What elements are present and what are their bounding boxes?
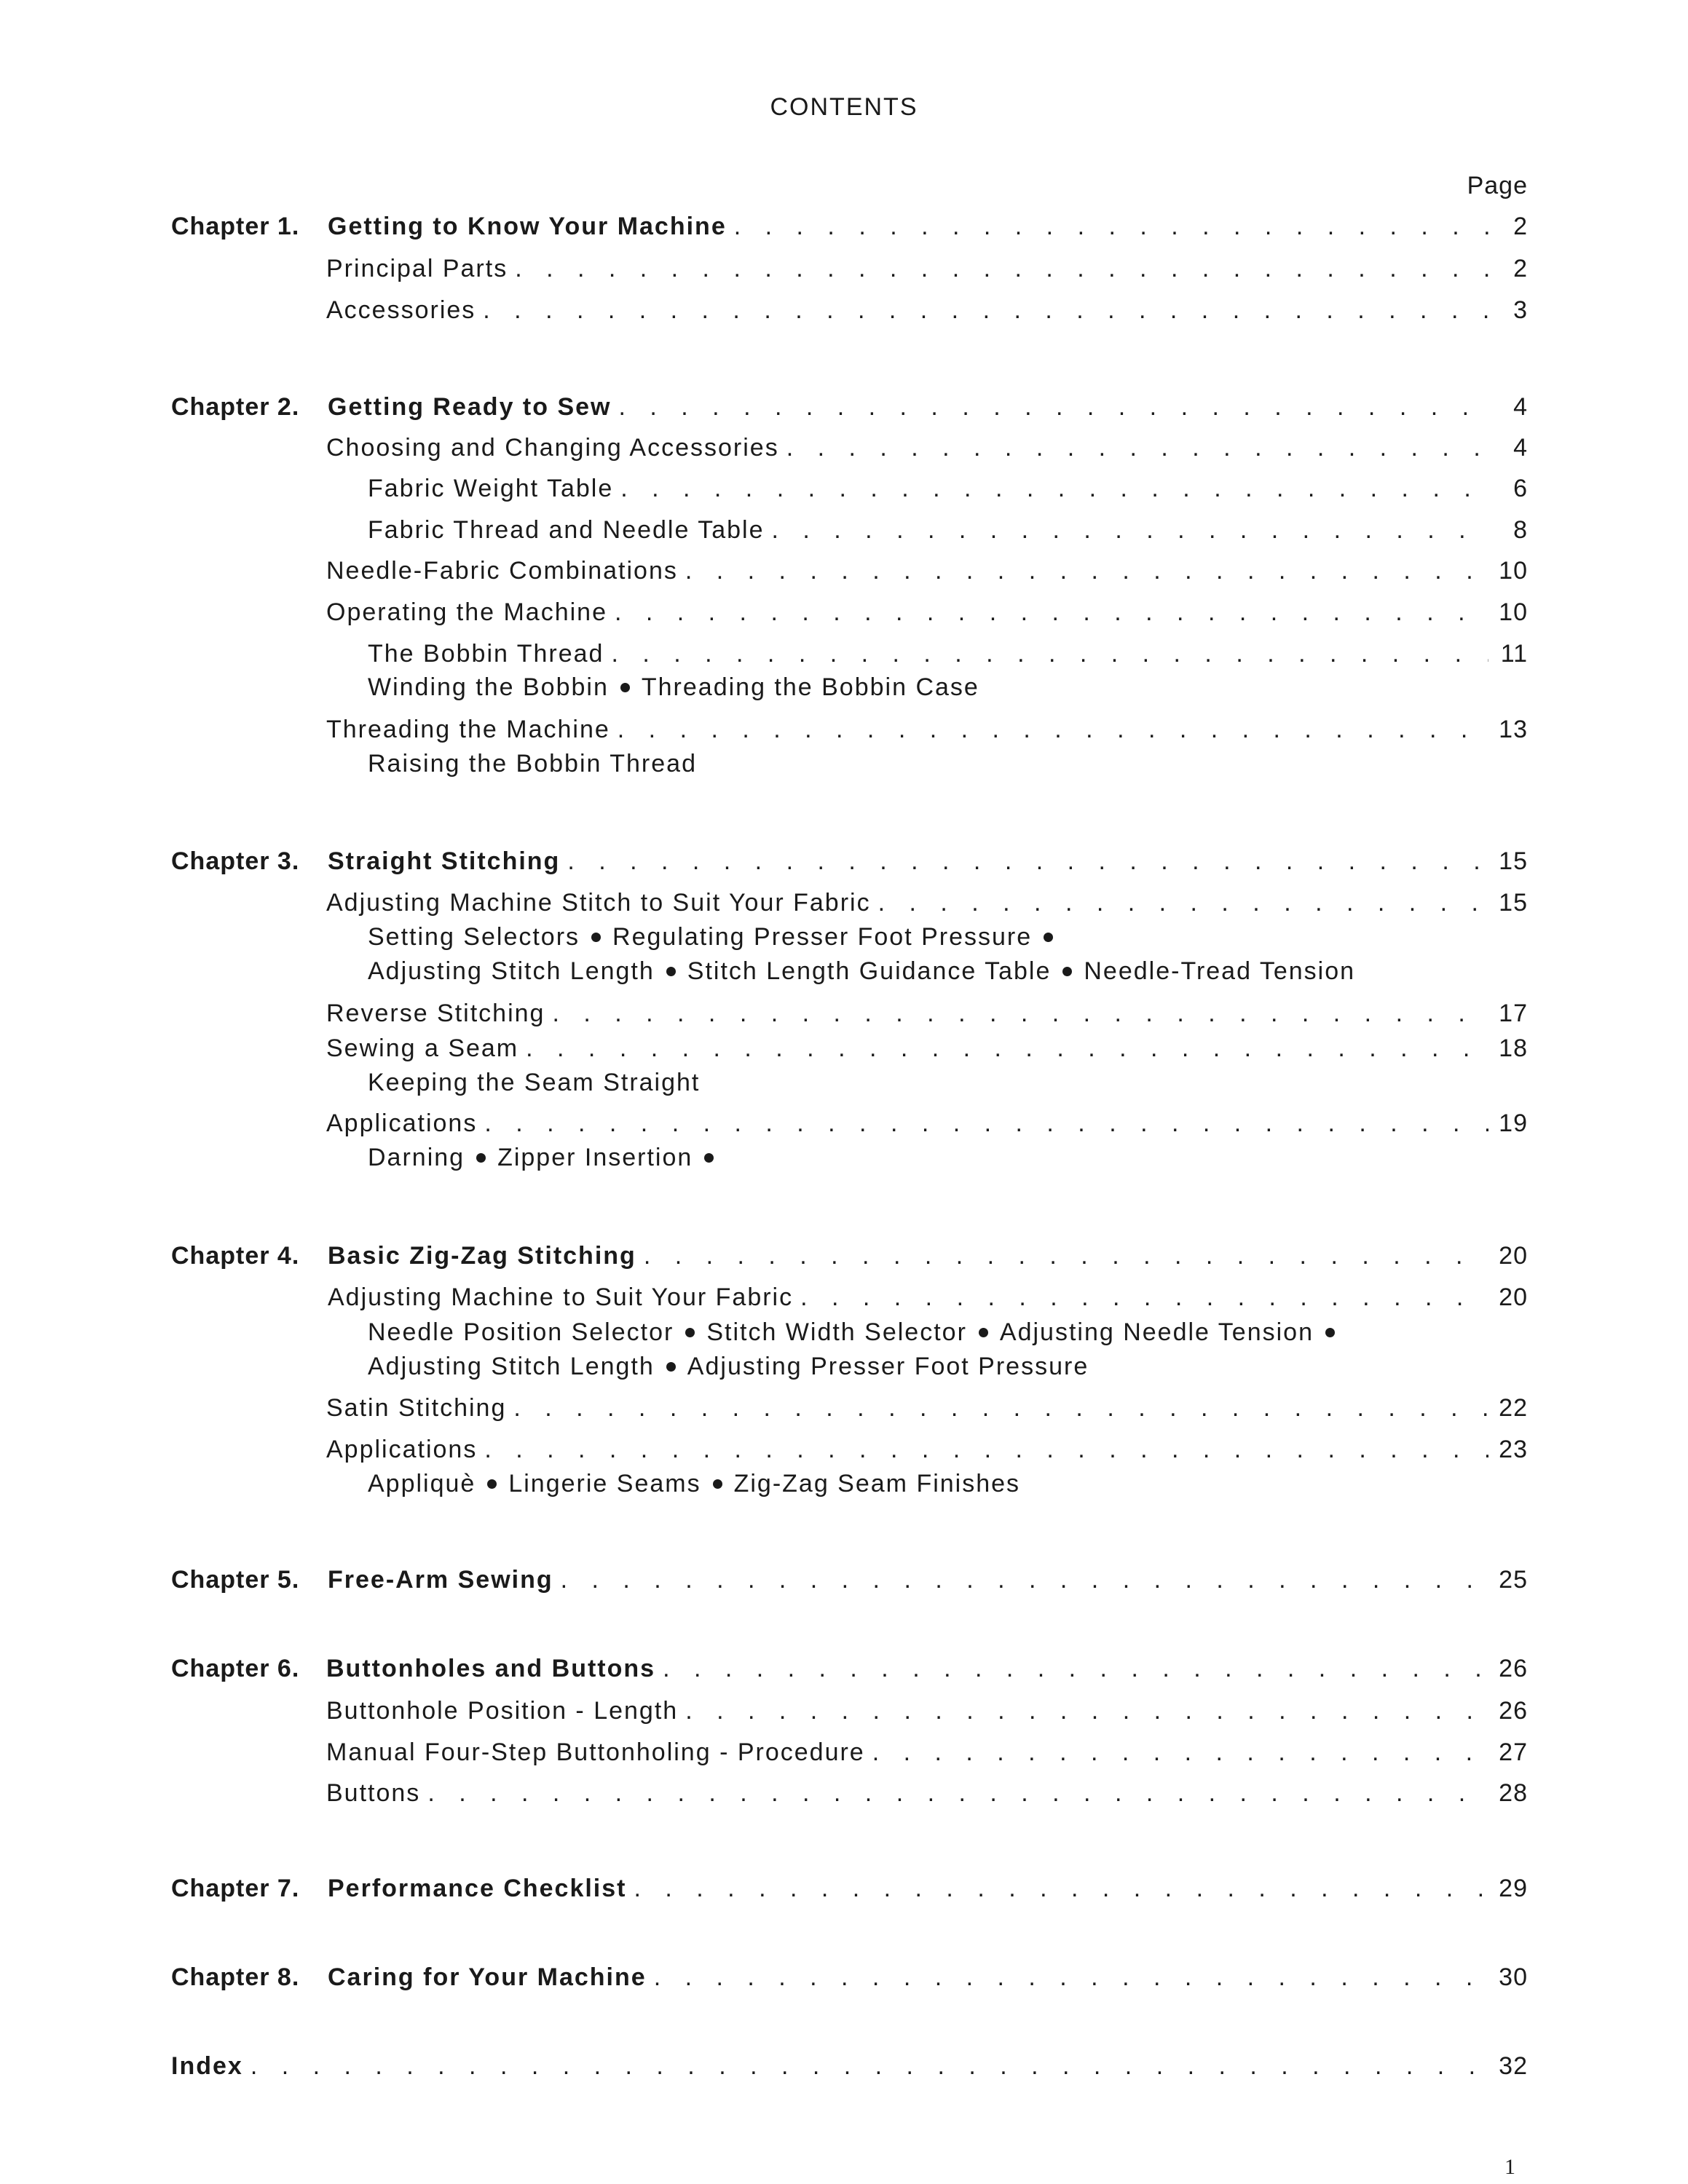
page-number: 26: [1499, 1655, 1528, 1682]
toc-entry: [328, 1961, 1528, 1993]
topic-line: [368, 1350, 1089, 1382]
page-number: 3: [1513, 296, 1528, 324]
toc-entry: [326, 1433, 1528, 1465]
dot-leader: [483, 294, 1488, 326]
chapter-row: [0, 210, 1688, 242]
chapter-label: Chapter 6.: [171, 1655, 300, 1682]
section-row: [0, 1107, 1688, 1139]
toc-entry: [326, 1736, 1528, 1768]
page-number: 2: [1513, 213, 1528, 240]
section-title: Fabric Thread and Needle Table: [368, 516, 765, 544]
topic: Keeping the Seam Straight: [368, 1069, 701, 1096]
section-row: [0, 472, 1688, 505]
chapter-row: [0, 391, 1688, 423]
toc-entry: [326, 1392, 1528, 1424]
toc-entry: [326, 1653, 1528, 1685]
section-row: [0, 253, 1688, 285]
page-number: 15: [1499, 847, 1528, 875]
dot-leader: [484, 1107, 1488, 1139]
dot-leader: [872, 1736, 1488, 1768]
chapter-label: Chapter 1.: [171, 213, 300, 240]
toc-entry: [328, 391, 1528, 423]
topic: Regulating Presser Foot Pressure: [612, 923, 1033, 951]
section-title: Choosing and Changing Accessories: [326, 434, 779, 462]
dot-leader: [634, 1872, 1489, 1904]
toc-entry: [326, 596, 1528, 628]
toc-entry: [328, 845, 1528, 877]
topic: Stitch Width Selector: [706, 1318, 967, 1346]
toc-entry: [326, 1032, 1528, 1064]
chapter-title: Caring for Your Machine: [328, 1963, 647, 1991]
dot-leader: [515, 253, 1488, 285]
topic-line: [368, 1316, 1346, 1348]
chapter-label: Chapter 3.: [171, 847, 300, 875]
folio-page-number: 1: [1504, 2155, 1515, 2179]
page-number: 26: [1499, 1697, 1528, 1725]
dot-leader: [618, 713, 1488, 745]
chapter-title: Getting to Know Your Machine: [328, 213, 727, 240]
page-number: 22: [1499, 1394, 1528, 1422]
page-number: 18: [1499, 1034, 1528, 1062]
toc-entry: [326, 555, 1528, 587]
toc-entry: [326, 253, 1528, 285]
page-number: 13: [1499, 716, 1528, 743]
dot-leader: [615, 596, 1488, 628]
page-number: 27: [1499, 1738, 1528, 1766]
topic: Needle Position Selector: [368, 1318, 674, 1346]
section-row: [0, 887, 1688, 919]
page-column-label: Page: [1467, 172, 1528, 199]
toc-entry: [328, 1281, 1528, 1313]
toc-entry: [328, 1872, 1528, 1904]
section-row: [0, 1777, 1688, 1809]
bullet-icon: [666, 1362, 676, 1372]
section-row: [0, 1695, 1688, 1727]
dot-leader: [513, 1392, 1488, 1424]
section-title: Satin Stitching: [326, 1394, 507, 1422]
toc-entry: [326, 1777, 1528, 1809]
topic: Zipper Insertion: [497, 1144, 693, 1171]
section-row: [0, 1392, 1688, 1424]
dot-leader: [251, 2050, 1488, 2082]
bullet-icon: [979, 1328, 988, 1337]
page-number: 20: [1499, 1242, 1528, 1270]
section-row: [0, 294, 1688, 326]
topic-line: [368, 955, 1355, 987]
dot-leader: [484, 1433, 1488, 1465]
section-title: Buttonhole Position - Length: [326, 1697, 679, 1725]
topic: Adjusting Stitch Length: [368, 1353, 655, 1380]
toc-entry: [326, 1695, 1528, 1727]
bullet-icon: [704, 1153, 714, 1163]
chapter-title: Buttonholes and Buttons: [326, 1655, 656, 1682]
dot-leader: [561, 1564, 1488, 1596]
topic-line: [368, 671, 979, 703]
page-number: 8: [1513, 516, 1528, 544]
section-title: Needle-Fabric Combinations: [326, 557, 678, 585]
toc-entry: [326, 713, 1528, 745]
topic: Stitch Length Guidance Table: [687, 957, 1052, 985]
dot-leader: [663, 1653, 1488, 1685]
topic: Zig-Zag Seam Finishes: [733, 1470, 1021, 1497]
chapter-label: Chapter 5.: [171, 1566, 300, 1594]
chapter-title: Getting Ready to Sew: [328, 393, 612, 421]
topic: Adjusting Needle Tension: [999, 1318, 1314, 1346]
bullet-icon: [487, 1479, 497, 1489]
chapter-row: [0, 1872, 1688, 1904]
section-title: Threading the Machine: [326, 716, 610, 743]
page-number: 4: [1513, 434, 1528, 462]
section-row: [0, 1032, 1688, 1064]
section-title: Sewing a Seam: [326, 1034, 519, 1062]
section-row: [0, 997, 1688, 1029]
dot-leader: [685, 555, 1488, 587]
page-number: 32: [1499, 2052, 1528, 2080]
topic: Setting Selectors: [368, 923, 580, 951]
dot-leader: [772, 514, 1489, 546]
dot-leader: [611, 638, 1488, 670]
chapter-title: Basic Zig-Zag Stitching: [328, 1242, 636, 1270]
section-title: Fabric Weight Table: [368, 475, 614, 502]
chapter-title: Straight Stitching: [328, 847, 561, 875]
toc-entry: [368, 472, 1528, 505]
chapter-label: Chapter 8.: [171, 1963, 300, 1991]
chapter-row: [0, 1961, 1688, 1993]
topic: Lingerie Seams: [508, 1470, 701, 1497]
toc-entry: [326, 887, 1528, 919]
toc-entry: [326, 294, 1528, 326]
page-number: 11: [1500, 640, 1528, 668]
toc-entry: [326, 432, 1528, 464]
chapter-title: Free-Arm Sewing: [328, 1566, 553, 1594]
topic: Appliquè: [368, 1470, 476, 1497]
bullet-icon: [1325, 1328, 1335, 1337]
bullet-icon: [713, 1479, 722, 1489]
dot-leader: [800, 1281, 1488, 1313]
toc-entry: [326, 997, 1528, 1029]
section-title: Applications: [326, 1436, 478, 1463]
toc-entry: [171, 2050, 1528, 2082]
section-title: The Bobbin Thread: [368, 640, 604, 668]
dot-leader: [878, 887, 1488, 919]
page-number: 28: [1499, 1779, 1528, 1807]
page-number: 23: [1499, 1436, 1528, 1463]
section-title: Accessories: [326, 296, 476, 324]
dot-leader: [552, 997, 1488, 1029]
section-title: Operating the Machine: [326, 598, 607, 626]
section-title: Adjusting Machine Stitch to Suit Your Fabric: [326, 889, 871, 917]
chapter-label: Chapter 2.: [171, 393, 300, 421]
topic-line: [368, 1142, 725, 1174]
section-title: Reverse Stitching: [326, 1000, 545, 1027]
chapter-row: [0, 1653, 1688, 1685]
bullet-icon: [1062, 967, 1072, 976]
page-number: 30: [1499, 1963, 1528, 1991]
page-number: 6: [1513, 475, 1528, 502]
dot-leader: [526, 1032, 1488, 1064]
topic-line: [368, 1468, 1020, 1500]
dot-leader: [620, 472, 1488, 505]
bullet-icon: [666, 967, 676, 976]
page-number: 19: [1499, 1109, 1528, 1137]
dot-leader: [734, 210, 1488, 242]
topic-line: [368, 1067, 700, 1099]
index-title: Index: [171, 2052, 243, 2080]
section-row: [0, 555, 1688, 587]
bullet-icon: [591, 933, 601, 942]
topic-line: [368, 748, 697, 780]
page-number: 25: [1499, 1566, 1528, 1594]
section-row: [0, 713, 1688, 745]
topic: Darning: [368, 1144, 465, 1171]
toc-entry: [328, 210, 1528, 242]
toc-entry: [368, 514, 1528, 546]
dot-leader: [427, 1777, 1488, 1809]
chapter-label: Chapter 4.: [171, 1242, 300, 1270]
section-title: Manual Four-Step Buttonholing - Procedure: [326, 1738, 865, 1766]
section-row: [0, 638, 1688, 670]
dot-leader: [786, 432, 1488, 464]
section-title: Adjusting Machine to Suit Your Fabric: [328, 1283, 794, 1311]
section-row: [0, 1736, 1688, 1768]
dot-leader: [654, 1961, 1488, 1993]
contents-title: CONTENTS: [770, 93, 918, 121]
section-row: [0, 432, 1688, 464]
topic: Raising the Bobbin Thread: [368, 750, 697, 778]
page-number: 15: [1499, 889, 1528, 917]
topic: Needle-Tread Tension: [1084, 957, 1356, 985]
page-number: 10: [1499, 557, 1528, 585]
section-row: [0, 1281, 1688, 1313]
dot-leader: [644, 1240, 1488, 1272]
toc-entry: [326, 1107, 1528, 1139]
page-number: 20: [1499, 1283, 1528, 1311]
topic: Winding the Bobbin: [368, 673, 609, 701]
chapter-label: Chapter 7.: [171, 1875, 300, 1902]
topic: Threading the Bobbin Case: [641, 673, 979, 701]
bullet-icon: [620, 683, 630, 692]
toc-entry: [368, 638, 1528, 670]
page-number: 29: [1499, 1875, 1528, 1902]
index-row: [0, 2050, 1688, 2082]
chapter-row: [0, 1240, 1688, 1272]
page-number: 17: [1499, 1000, 1528, 1027]
page-number: 10: [1499, 598, 1528, 626]
topic: Adjusting Presser Foot Pressure: [687, 1353, 1089, 1380]
chapter-row: [0, 845, 1688, 877]
section-row: [0, 1433, 1688, 1465]
section-title: Applications: [326, 1109, 478, 1137]
chapter-title: Performance Checklist: [328, 1875, 627, 1902]
toc-entry: [328, 1240, 1528, 1272]
dot-leader: [619, 391, 1489, 423]
section-row: [0, 514, 1688, 546]
page-number: 4: [1513, 393, 1528, 421]
dot-leader: [567, 845, 1488, 877]
topic-line: [368, 921, 1065, 953]
bullet-icon: [476, 1153, 486, 1163]
page-number: 2: [1513, 255, 1528, 282]
toc-entry: [328, 1564, 1528, 1596]
section-row: [0, 596, 1688, 628]
dot-leader: [685, 1695, 1488, 1727]
section-title: Buttons: [326, 1779, 421, 1807]
section-title: Principal Parts: [326, 255, 508, 282]
bullet-icon: [685, 1328, 695, 1337]
topic: Adjusting Stitch Length: [368, 957, 655, 985]
chapter-row: [0, 1564, 1688, 1596]
bullet-icon: [1044, 933, 1053, 942]
